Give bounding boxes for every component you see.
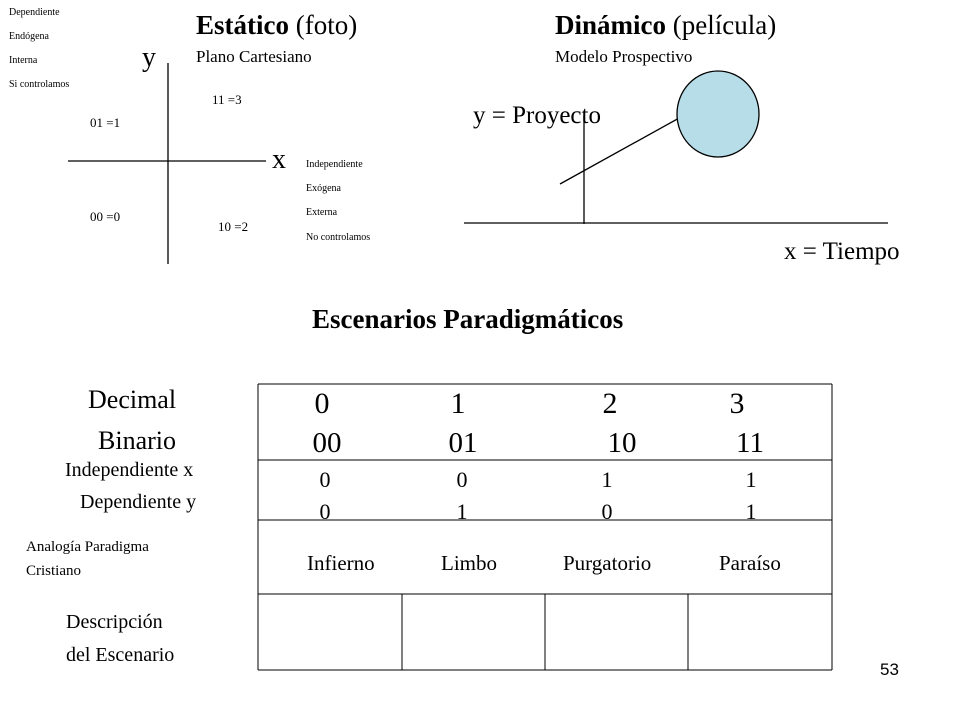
row-label-decimal: Decimal: [88, 385, 177, 414]
right-label-independiente: Independiente: [306, 159, 363, 170]
decimal-cell: 0: [314, 387, 330, 420]
dynamic-subtitle: Modelo Prospectivo: [555, 47, 693, 66]
binary-cell: 10: [607, 427, 637, 459]
page-number: 53: [880, 660, 899, 679]
static-title: [196, 12, 357, 39]
row-label-dependiente-y: Dependiente y: [80, 491, 197, 513]
row-label-analogia-2: Cristiano: [26, 563, 81, 579]
quadrant-00: 00 =0: [90, 209, 121, 224]
decimal-cell: 3: [729, 387, 745, 420]
dynamic-y-label: y = Proyecto: [473, 102, 601, 129]
right-label-no-controlamos: No controlamos: [306, 232, 371, 243]
left-label-dependiente: Dependiente: [9, 7, 60, 18]
decimal-cell: 1: [450, 387, 466, 420]
static-x-label: x: [272, 144, 286, 175]
dynamic-title-bold: Dinámico: [555, 10, 666, 40]
left-label-interna: Interna: [9, 55, 38, 66]
analogia-cell-purgatorio: Purgatorio: [563, 551, 652, 575]
dynamic-title-rest: (película): [666, 10, 777, 40]
analogia-cell-infierno: Infierno: [307, 551, 375, 575]
binary-cell: 11: [736, 427, 764, 459]
binary-cell: 01: [448, 427, 478, 459]
x-bit-cell: 0: [319, 467, 331, 492]
row-label-binario: Binario: [98, 426, 176, 455]
binary-cell: 00: [312, 427, 342, 459]
decimal-cell: 2: [602, 387, 618, 420]
static-subtitle: Plano Cartesiano: [196, 47, 312, 66]
row-label-analogia-1: Analogía Paradigma: [26, 539, 149, 555]
right-label-externa: Externa: [306, 207, 338, 218]
right-label-exogena: Exógena: [306, 183, 341, 194]
analogia-cell-limbo: Limbo: [441, 551, 497, 575]
x-bit-cell: 0: [456, 467, 468, 492]
x-bit-cell: 1: [745, 467, 757, 492]
y-bit-cell: 0: [601, 499, 613, 524]
static-y-label: y: [142, 42, 156, 73]
left-label-endogena: Endógena: [9, 31, 49, 42]
analogia-cell-paraiso: Paraíso: [719, 551, 781, 575]
y-bit-cell: 0: [319, 499, 331, 524]
quadrant-11: 11 =3: [212, 92, 242, 107]
dynamic-x-label: x = Tiempo: [784, 238, 900, 265]
left-label-si-controlamos: Si controlamos: [9, 79, 70, 90]
quadrant-10: 10 =2: [218, 219, 249, 234]
static-title-bold: Estático: [196, 10, 289, 40]
static-title-rest: (foto): [288, 10, 358, 40]
y-bit-cell: 1: [456, 499, 468, 524]
quadrant-01: 01 =1: [90, 115, 121, 130]
row-label-independiente-x: Independiente x: [65, 459, 194, 481]
x-bit-cell: 1: [601, 467, 613, 492]
dynamic-title: [555, 12, 776, 39]
row-label-descripcion-2: del Escenario: [66, 644, 175, 666]
future-circle: [677, 71, 759, 157]
scenarios-title: Escenarios Paradigmáticos: [312, 304, 624, 334]
row-label-descripcion-1: Descripción: [66, 611, 163, 633]
y-bit-cell: 1: [745, 499, 757, 524]
